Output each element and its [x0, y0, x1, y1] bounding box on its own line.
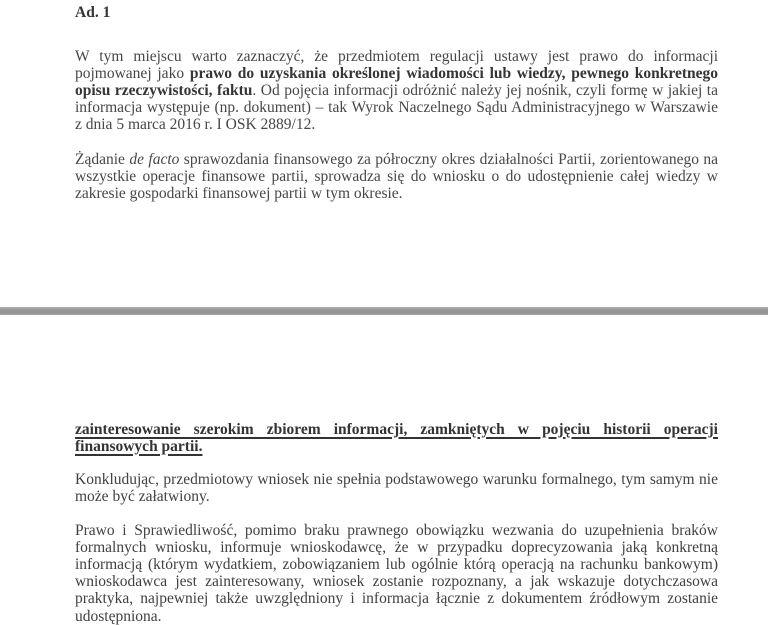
heading-underlined-scope: zainteresowanie szerokim zbiorem informacji, zamkniętych w pojęciu historii operacji finansowych partii. — [75, 420, 718, 455]
paragraph-regulation-end: . Od pojęcia informacji odróżnić należy jej nośnik, czyli formę w jakiej ta informacja występuje (np. dokument) – tak Wyrok Naczelnego Sądu Administracyjnego w Warszawie z dnia 5 marca 2016 r. I OSK 2889/12. — [75, 81, 718, 134]
paragraph-request-end: sprawozdania finansowego za półroczny okres działalności Partii, zorientowanego na wszystkie operacje finansowe partii, sprowadza się do wniosku o do udostępnienie całej wiedzy w zakresie gospodarki finansowej partii w tym okresie. — [75, 150, 718, 202]
paragraph-regulation-start: W tym miejscu warto zaznaczyć, że przedmiotem regulacji ustawy jest prawo do informacji pojmowanej jako — [75, 47, 718, 82]
paragraph-regulation — [75, 48, 718, 134]
paragraph-request-start: Żądanie — [75, 150, 130, 168]
paragraph-clarification: Prawo i Sprawiedliwość, pomimo braku prawnego obowiązku wezwania do uzupełnienia braków formalnych wniosku, informuje wnioskodawcę, że w przypadku doprecyzowania jaką konkretną informacją (którym wydatkiem, zobowiązaniem lub ogólnie którą operacją na rachunku bankowym) wnioskodawca jest zainteresowany, wniosek zostanie rozpoznany, a jak wskazuje dotychczasowa praktyka, najpewniej także uwzględniony i informacja łącznie z dokumentem źródłowym zostanie udostępniona. — [75, 521, 718, 625]
paragraph-request — [75, 151, 718, 203]
paragraph-conclusion: Konkludując, przedmiotowy wniosek nie spełnia podstawowego warunku formalnego, tym samym nie może być załatwiony. — [75, 470, 718, 505]
paragraph-request-latin-phrase: de facto — [129, 150, 180, 168]
page-break-divider — [0, 307, 768, 315]
paragraph-regulation-bold-emphasis: prawo do uzyskania określonej wiadomości lub wiedzy, pewnego konkretnego opisu rzeczywistości, faktu — [75, 64, 719, 99]
section-label-ad1: Ad. 1 — [75, 4, 111, 21]
